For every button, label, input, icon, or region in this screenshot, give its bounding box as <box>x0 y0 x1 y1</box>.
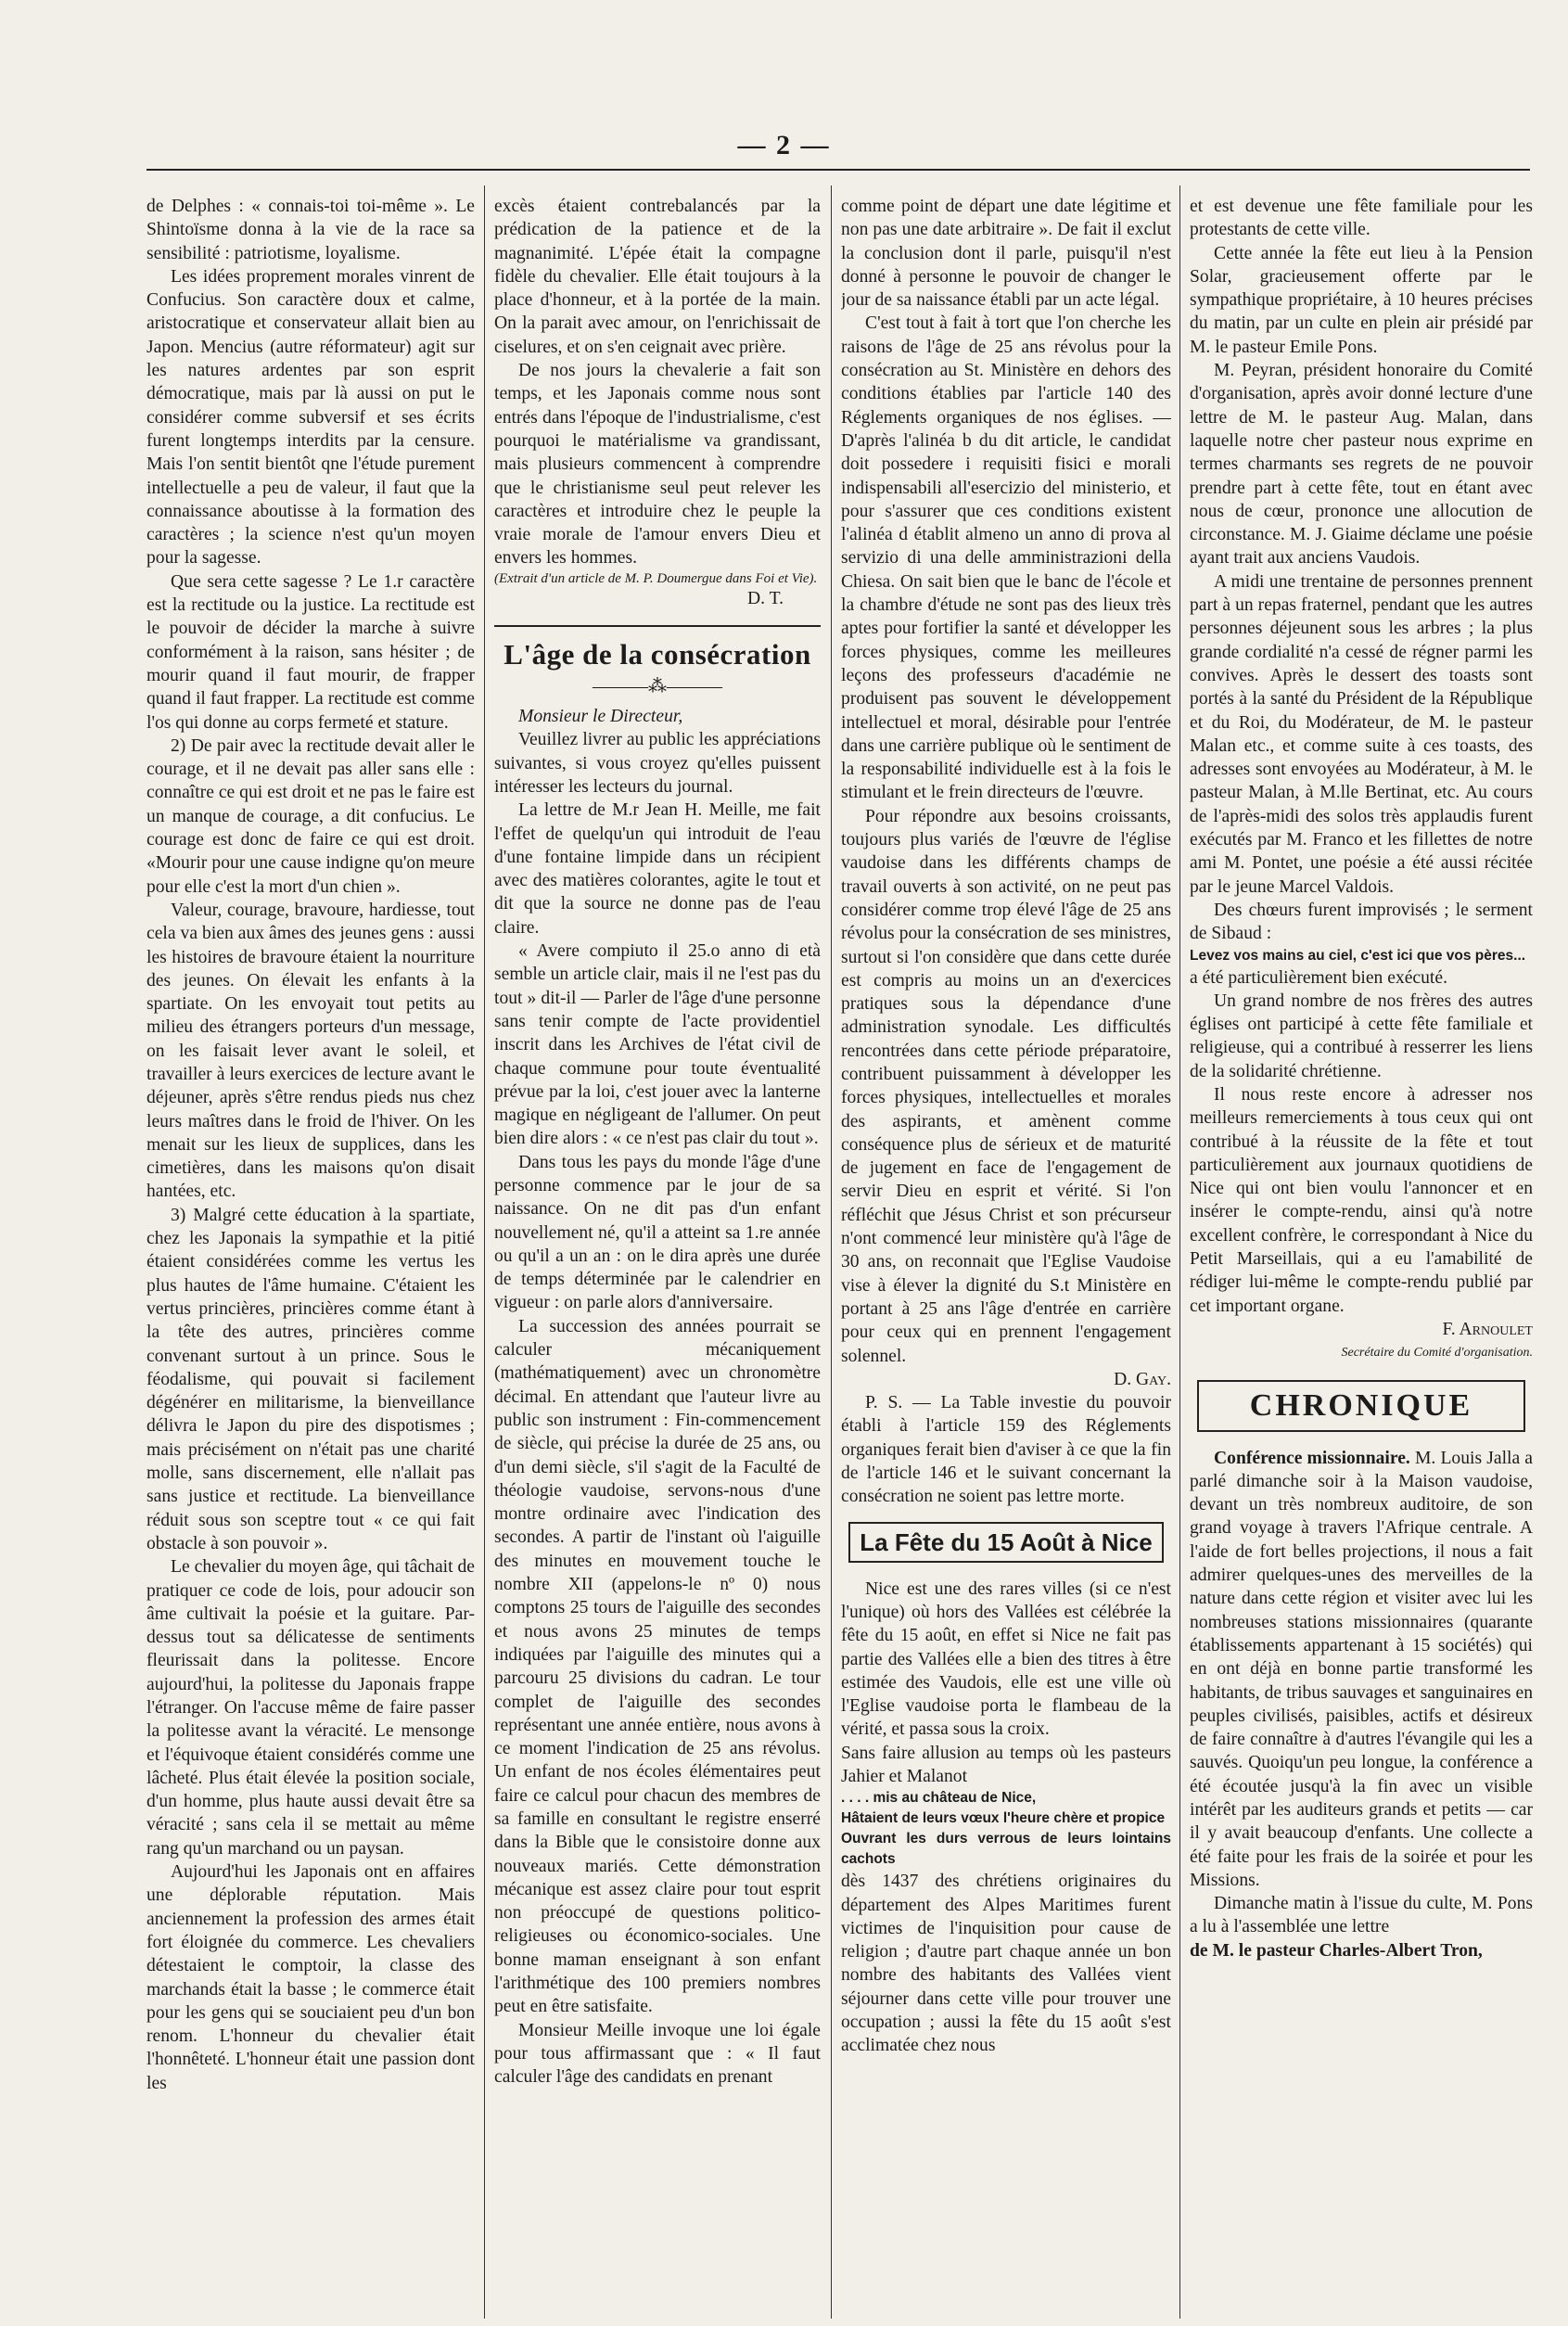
section-title: La Fête du 15 Août à Nice <box>848 1522 1164 1563</box>
article-paragraph: Que sera cette sagesse ? Le 1.r caractère est la rectitude ou la justice. La rectitude est le pouvoir de décider la marche à suivre conformément à la raison, sans hésiter ; de mourir quand il faut mourir, de frapper quand il faut frapper. La rectitude est comme l'os qui donne au corps fermeté et stature. <box>147 571 475 733</box>
section-title: CHRONIQUE <box>1197 1380 1525 1432</box>
article-paragraph: A midi une trentaine de personnes prennent part à un repas fraternel, pendant que les autres personnes déjeunent sous les arbres ; la plus grande cordialité n'a cessé de régner parmi les convives. Après le dessert des toasts sont portés à la santé du Président de la République et du Roi, du Modérateur, de M. le pasteur Malan etc., et comme suite à ces toasts, des adresses sont envoyées au Modérateur, à M. le pasteur Malan, à M.lle Bertinat, etc. Au cours de l'après-midi des solos très applaudis furent exécutés par M. Franco et les fillettes de notre ami M. Pontet, une poésie a été aussi récitée par le jeune Marcel Valdois. <box>1190 571 1533 897</box>
source-note: (Extrait d'un article de M. P. Doumergue dans Foi et Vie). <box>494 570 818 586</box>
verse-line: Hâtaient de leurs vœux l'heure chère et propice <box>841 1810 1166 1827</box>
article-paragraph: Dimanche matin à l'issue du culte, M. Pons a lu à l'assemblée une lettre <box>1190 1894 1533 1937</box>
article-paragraph: Un grand nombre de nos frères des autres églises ont participé à cette fête familiale et religieuse, qui a contribué à resserrer les liens de la solidarité chrétienne. <box>1190 990 1533 1081</box>
article-paragraph: De nos jours la chevalerie a fait son temps, et les Japonais comme nous sont entrés dans l'époque de l'industrialisme, c'est pourquoi le matérialisme va grandissant, mais plusieurs commencent à comprendre que le christianisme seul peut relever les caractères et introduire chez le peuple la vraie morale de l'amour envers Dieu et envers les hommes. <box>494 361 821 569</box>
column-1 <box>147 195 475 2319</box>
verse-line: Ouvrant les durs verrous de leurs lointains cachots <box>841 1831 1171 1868</box>
column-divider <box>1179 185 1180 2319</box>
ornament-divider: ———⁂——— <box>593 676 722 697</box>
run-in-heading: Conférence missionnaire. <box>1214 1448 1410 1468</box>
author-role: Secrétaire du Comité d'organisation. <box>1341 1346 1533 1361</box>
article-paragraph: La lettre de M.r Jean H. Meille, me fait l'effet de quelqu'un qui introduit de l'eau d'une fontaine limpide dans un récipient avec des matières colorantes, agite le tout et dit que la source ne donne pas de l'eau claire. <box>494 800 821 938</box>
column-4 <box>1190 195 1533 2319</box>
article-paragraph: Dans tous les pays du monde l'âge d'une personne commence par le jour de sa naissance. On ne dit pas d'un enfant nouvellement né, qu'il a atteint sa 1.re année ou qu'il a un an : on le dira après une durée de temps déterminée par le calendrier en vigueur : on parle alors d'anniversaire. <box>494 1152 821 1313</box>
article-paragraph: M. Peyran, président honoraire du Comité d'organisation, après avoir donné lecture d'une lettre de M. le pasteur Aug. Malan, dans laquelle notre cher pasteur nous exprime en termes charmants ses regrets de ne pouvoir prendre part à cette fête, tout en étant avec nous de cœur, prononce une allocution de circonstance. M. J. Giaime déclame une poésie ayant trait aux anciens Vaudois. <box>1190 361 1533 569</box>
article-paragraph: Des chœurs furent improvisés ; le serment de Sibaud : <box>1190 900 1533 944</box>
article-paragraph: de M. le pasteur Charles-Albert Tron, <box>1190 1940 1483 1961</box>
article-paragraph: comme point de départ une date légitime et non pas une date arbitraire ». De fait il exclut la conclusion dont il parle, puisqu'il n'est donné à personne le pouvoir de changer le jour de sa naissance établi par un acte légal. <box>841 197 1171 311</box>
article-paragraph: excès étaient contrebalancés par la prédication de la patience et de la magnanimité. L'épée était la compagne fidèle du chevalier. Elle était toujours à la place d'honneur, et à la portée de la main. On la parait avec amour, on l'enrichissait de ciselures, et on s'en ceignait avec prière. <box>494 197 821 357</box>
article-paragraph: Pour répondre aux besoins croissants, toujours plus variés de l'œuvre de l'église vaudoise dans les différents champs de travail ouverts à son activité, on ne peut pas considérer comme trop élevé l'âge de 25 ans révolus pour la consécration de ses ministres, surtout si l'on considère que dans cette durée est compris au moins un an d'exercices pratiques sous la dépendance d'une administration synodale. Les difficultés rencontrées dans cette période préparatoire, contribuent puissamment à développer les forces physiques, intellectuelles et morales des aspirants, et amènent comme conséquence plus de sérieux et de maturité de jugement en face de l'engagement de servir Dieu en esprit et vérité. Si l'on réfléchit que Jésus Christ et son précurseur n'ont commencé leur ministère qu'à l'âge de 30 ans, on reconnait que l'Eglise Vaudoise vise à élever la dignité du S.t Ministère en portant à 25 ans l'âge d'entrée en carrière pour ceux qui en prennent l'engagement solennel. <box>841 806 1171 1366</box>
article-paragraph: C'est tout à fait à tort que l'on cherche les raisons de l'âge de 25 ans révolus pour la consécration au St. Ministère en dehors des conditions établies par l'article 140 des Réglements organiques de nos églises. — D'après l'alinéa b du dit article, le candidat doit possedere i requisiti fisici e morali indispensabili all'esercizio del ministerio, et pour s'assurer que ces conditions existent l'alinéa d établit almeno un anno di prova al servizio di una delle amministrazioni della Chiesa. On sait bien que le banc de l'école et la chambre d'étude ne sont pas des lieux très aptes pour fortifier la santé et développer les forces physiques, comme les meilleures leçons des professeurs d'académie ne produisent pas souvent le développement intellectuel et moral, désirable pour l'entrée dans une carrière publique où le sentiment de la responsabilité individuelle est à la fois le stimulant et le frein directeurs de l'œuvre. <box>841 313 1171 803</box>
article-paragraph: Il nous reste encore à adresser nos meilleurs remerciements à tous ceux qui ont contribué à la réussite de la fête et tout particulièrement aux journaux quotidiens de Nice qui ont bien voulu l'annoncer et en insérer le compte-rendu, ainsi qu'à notre excellent confrère, le correspondant à Nice du Petit Marseillais, qui a eu l'amabilité de rédiger lui-même le compte-rendu publié par cet important organe. <box>1190 1084 1533 1316</box>
article-paragraph: Monsieur Meille invoque une loi égale pour tous affirmassant que : « Il faut calculer l'âge des candidats en prenant <box>494 2020 821 2088</box>
section-title: L'âge de la consécration <box>504 638 811 671</box>
source-initials: D. T. <box>746 588 784 608</box>
author-signature: F. Arnoulet <box>1442 1319 1533 1339</box>
column-divider <box>831 185 832 2319</box>
article-paragraph: Les idées proprement morales vinrent de Confucius. Son caractère doux et calme, aristocratique et conservateur allait bien au Japon. Mencius (autre réformateur) agit sur les natures ardentes par son esprit démocratique, mais par là aussi on put le considérer comme subversif et ses écrits furent longtemps interdits par la censure. Mais l'on sentit bientôt qne l'étude purement intellectuelle a peu de valeur, il faut que la connaissance aboutisse à la formation des caractères ; la science n'est qu'un moyen pour la sagesse. <box>147 266 475 569</box>
article-paragraph: Veuillez livrer au public les appréciations suivantes, si vous croyez qu'elles puissent intéresser les lecteurs du journal. <box>494 730 821 797</box>
article-paragraph: dès 1437 des chrétiens originaires du département des Alpes Maritimes furent victimes de l'inquisition pour cause de religion ; d'autre part chaque année un bon nombre des habitants des Vallées vient séjourner dans cette ville pour trouver une occupation ; aussi la fête du 15 août s'est acclimatée chez nous <box>841 1872 1171 2056</box>
postscript: P. S. — La Table investie du pouvoir établi à l'article 159 des Réglements organiques ferait bien d'aviser à ce que la fin de l'article 146 et le suivant concernant la consécration ne soient pas lettre morte. <box>841 1393 1171 1507</box>
column-3 <box>841 195 1171 2319</box>
article-paragraph: et est devenue une fête familiale pour les protestants de cette ville. <box>1190 197 1533 240</box>
column-divider <box>484 185 485 2319</box>
column-2 <box>494 195 821 2319</box>
article-paragraph: 3) Malgré cette éducation à la spartiate, chez les Japonais la sympathie et la pitié étaient considérées comme les vertus les plus hautes de l'âme humaine. C'étaient les vertus princières, princières comme étant à la tête des autres, princières comme convenant surtout à un prince. Sous le féodalisme, qui pouvait si facilement dégénérer en militarisme, la bienveillance délivra le Japon du pire des dispotismes ; mais précisément on n'était pas une charité molle, sans discernement, elle n'allait pas sans justice et rectitude. La bienveillance réduit sous son sceptre tout « ce qui fait obstacle à son pouvoir ». <box>147 1205 475 1553</box>
verse-line: Levez vos mains au ciel, c'est ici que vos pères... <box>1190 947 1526 964</box>
article-paragraph: Valeur, courage, bravoure, hardiesse, tout cela va bien aux âmes des jeunes gens : aussi les histoires de bravoure étaient la nourriture des jeunes. On élevait les enfants à la spartiate. On les envoyait tout petits au milieu des étrangers porteurs d'un message, on les faisait lever avant le soleil, et travailler à leurs exercices de lecture avant le déjeuner, après s'être rendus pieds nus chez leurs maîtres dans le froid de l'hiver. On les menait sur les lieux de supplices, dans les cimetières, dans les maisons qu'on disait hantées, etc. <box>147 900 475 1202</box>
article-paragraph: La succession des années pourrait se calculer mécaniquement (mathématiquement) avec un chronomètre décimal. En attendant que l'auteur livre au public son instrument : Fin-commencement de siècle, qui précise la durée de 25 ans, ou d'un demi siècle, s'il s'agit de la Faculté de théologie vaudoise, servons-nous d'une montre ordinaire avec l'indication des secondes. A partir de l'instant où l'aiguille des minutes en mouvement touche le nombre XII (appelons-le nº 0) nous comptons 25 tours de l'aiguille des secondes et nous avons 25 minutes de temps indiquées par l'aiguille des minutes qui a parcouru 25 divisions du cadran. Le tour complet de l'aiguille des secondes représentant une année entière, nous avons à ce moment l'indication de 25 ans révolus. Un enfant de nos écoles élémentaires peut faire ce calcul pour chacun des membres de sa famille en consultant le registre enserré dans la Bible que le consistoire donne aux nouveaux mariés. Cette démonstration mécanique est assez claire pour tout esprit non préoccupé de questions politico-religieuses ou économico-sociales. Une bonne maman enseignant à son enfant l'arithmétique des 100 premiers nombres peut en être satisfaite. <box>494 1316 821 2017</box>
article-paragraph: de Delphes : « connais-toi toi-même ». Le Shintoïsme donna à la vie de la race sa sensibilité : patriotisme, loyalisme. <box>147 197 475 263</box>
article-paragraph: Cette année la fête eut lieu à la Pension Solar, gracieusement offerte par le sympathique propriétaire, à 10 heures précises du matin, par un culte en plein air présidé par M. le pasteur Emile Pons. <box>1190 243 1533 357</box>
article-paragraph: « Avere compiuto il 25.o anno di età semble un article clair, mais il ne l'est pas du tout » dit-il — Parler de l'âge d'une personne sans tenir compte de l'acte providentiel inscrit dans les Archives de l'état civil de chaque commune pour toute éventualité prévue par la loi, c'est jouer avec la lanterne magique en négligeant de l'allumer. On peut bien dire alors : « ce n'est pas clair du tout ». <box>494 941 821 1149</box>
article-paragraph: Aujourd'hui les Japonais ont en affaires une déplorable réputation. Mais anciennement la profession des armes était fort éloignée du commerce. Les chevaliers détestaient le comptoir, la classe des marchands était la basse ; le commerce était pour les gens qui se souciaient peu d'un bon renom. L'honneur du chevalier était l'honnêteté. L'honneur était une passion dont les <box>147 1862 475 2093</box>
author-signature: D. Gay. <box>1114 1369 1171 1389</box>
section-rule <box>494 625 821 627</box>
header-rule <box>147 169 1530 171</box>
article-paragraph <box>1190 1447 1533 1893</box>
article-paragraph: a été particulièrement bien exécuté. <box>1190 967 1447 988</box>
letter-salutation: Monsieur le Directeur, <box>518 707 683 727</box>
page-number: — 2 — <box>737 130 831 160</box>
paragraph-text: M. Louis Jalla a parlé dimanche soir à la Maison vaudoise, devant un très nombreux auditoire, de son grand voyage à travers l'Afrique centrale. A l'aide de fort belles projections, il nous a fait admirer quelques-unes des merveilles de la nature dans cette région et visiter avec lui les nombreuses stations missionnaires (quarante établissements appartenant à 15 sociétés) qui en ont déjà en bonne partie transformé les habitants, de tribus sauvages et sanguinaires en peuples civilisés, paisibles, actifs et désireux de faire connaître à d'autres l'évangile qui les a sauvés. Quoiqu'un peu longue, la conférence a été écoutée jusqu'à la fin avec un visible intérêt par les auditeurs grands et petits — car il y avait beaucoup d'enfants. Une collecte a été faite pour les frais de la soirée et pour les Missions. <box>1190 1448 1533 1890</box>
article-paragraph: Sans faire allusion au temps où les pasteurs Jahier et Malanot <box>841 1743 1171 1786</box>
article-paragraph: Le chevalier du moyen âge, qui tâchait de pratiquer ce code de lois, pour adoucir son âme cultivait la poésie et la guitare. Par-dessus tout sa délicatesse de sentiments fleurissait dans la politesse. Encore aujourd'hui, la politesse du Japonais frappe l'étranger. On l'accuse même de faire passer la politesse avant la véracité. Le mensonge et l'équivoque étaient considérés comme une lâcheté. Plus était élevée la position sociale, d'un homme, plus haute aussi devait être sa véracité ; sans cela il se mettait au même rang qu'un marchand ou un paysan. <box>147 1557 475 1859</box>
verse-line: . . . . mis au château de Nice, <box>841 1790 1037 1807</box>
article-paragraph: Nice est une des rares villes (si ce n'est l'unique) où hors des Vallées est célébrée la fête du 15 août, en effet si Nice ne fait pas partie des Vallées elle a bien des titres à être estimée des Vaudois, elle est une ville où l'Eglise vaudoise porta le flambeau de la vérité, et passa sous la croix. <box>841 1578 1171 1740</box>
article-paragraph: 2) De pair avec la rectitude devait aller le courage, et il ne devait pas aller sans elle : connaître ce qui est droit et ne pas le faire est un manque de courage, a dit confucius. Le courage est donc de faire ce qui est droit. «Mourir pour une cause indigne qu'on meure pour elle c'est la mort d'un chien ». <box>147 735 475 897</box>
